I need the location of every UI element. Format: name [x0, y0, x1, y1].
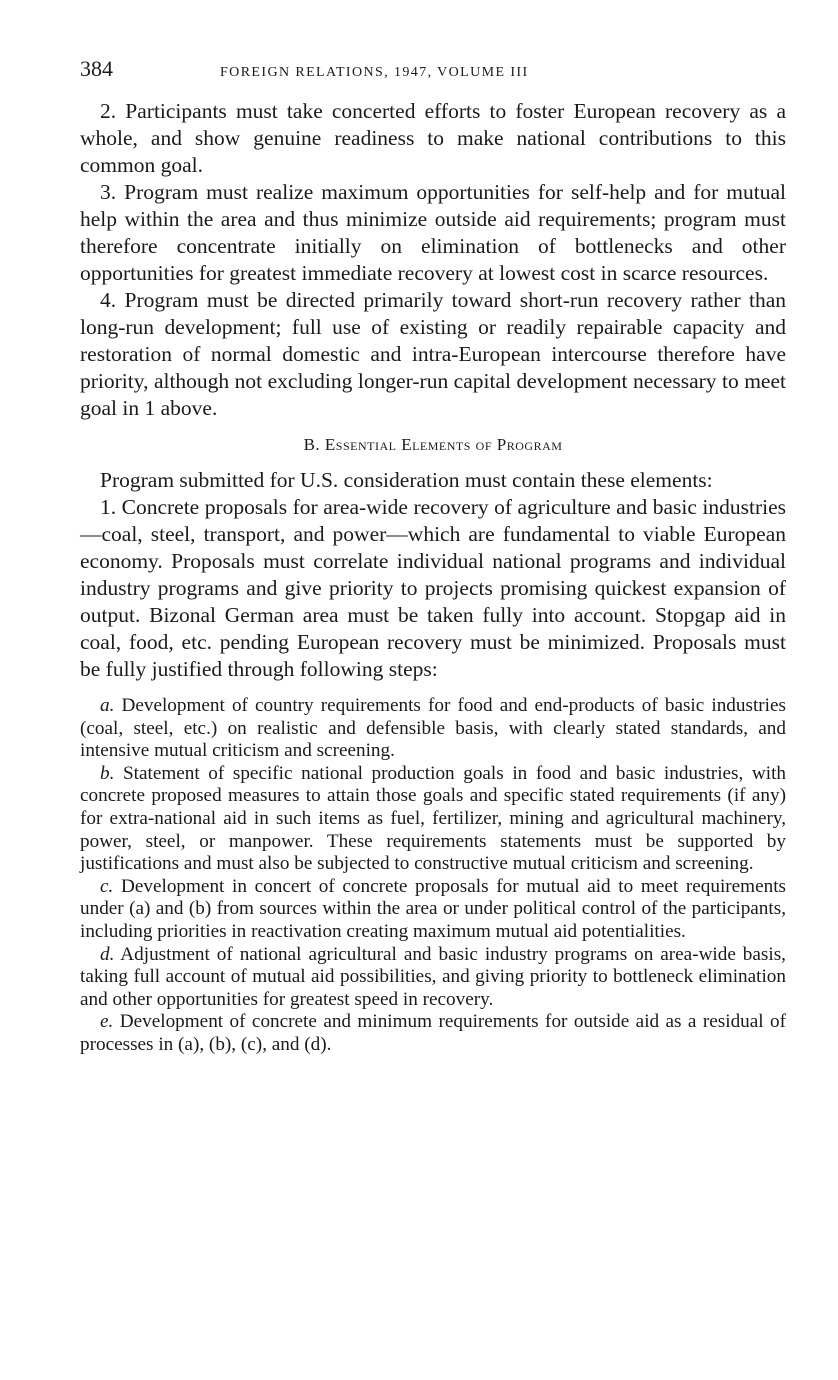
step-d [80, 944, 786, 1012]
step-text: Development of country requirements for food and end-products of basic industries (coal, steel, etc.) on realistic and defensible basis, with clearly stated standards, and intensive mutual criticism and screening. [80, 695, 786, 762]
page-number: 384 [80, 56, 113, 81]
step-label: d. [100, 943, 115, 965]
step-a [80, 695, 786, 763]
step-c [80, 876, 786, 944]
running-head: FOREIGN RELATIONS, 1947, VOLUME III [220, 65, 529, 80]
step-text: Development of concrete and minimum requirements for outside aid as a residual of processes in (a), (b), (c), and (d). [80, 1011, 787, 1055]
step-text: Development in concert of concrete proposals for mutual aid to meet requirements under (a) and (b) from sources within the area or under political control of the participants, including priorities in reactivation creating maximum mutual aid potentialities. [80, 875, 787, 942]
page-header [80, 56, 786, 86]
step-label: c. [100, 875, 114, 897]
step-label: e. [100, 1011, 114, 1033]
paragraph-intro: Program submitted for U.S. consideration must contain these elements: [100, 468, 713, 492]
step-label: b. [100, 762, 115, 784]
step-label: a. [100, 695, 115, 716]
step-e [80, 1011, 786, 1056]
steps-list [80, 695, 786, 1057]
paragraph-point-1: 1. Concrete proposals for area-wide recovery of agriculture and basic industries—coal, steel, transport, and power—which are fundamental to viable European economy. Proposals must correlate individual national programs and individual industry programs and give priority to projects promising quickest expansion of output. Bizonal German area must be taken fully into account. Stopgap aid in coal, food, etc. pending European recovery must be minimized. Proposals must be fully justified through following steps: [80, 495, 786, 681]
document-page [80, 56, 786, 1057]
section-heading-letter: B. [303, 435, 321, 454]
paragraph-point-2: 2. Participants must take concerted efforts to foster European recovery as a whole, and show genuine readiness to make national contributions to this common goal. [80, 99, 786, 177]
section-heading-title: Essential Elements of Program [324, 435, 563, 454]
step-b [80, 763, 786, 876]
step-text: Adjustment of national agricultural and basic industry programs on area-wide basis, taking full account of mutual aid possibilities, and giving priority to bottleneck elimination and other opportunities for greatest speed in recovery. [80, 943, 786, 1010]
body-text [80, 98, 786, 1057]
paragraph-point-4: 4. Program must be directed primarily toward short-run recovery rather than long-run development; full use of existing or readily repairable capacity and restoration of normal domestic and intra-European intercourse therefore have priority, although not excluding longer-run capital development necessary to meet goal in 1 above. [80, 288, 786, 420]
paragraph-point-3: 3. Program must realize maximum opportunities for self-help and for mutual help within the area and thus minimize outside aid requirements; program must therefore concentrate initially on elimination of bottlenecks and other opportunities for greatest immediate recovery at lowest cost in scarce resources. [80, 180, 786, 285]
section-heading [80, 435, 786, 455]
step-text: Statement of specific national production goals in food and basic industries, with concrete proposed measures to attain those goals and specific stated requirements (if any) for extra-national aid in such items as fuel, fertilizer, mining and agricultural machinery, power, steel, or manpower. These requirements statements must be supported by justifications and must also be subjected to constructive mutual criticism and screening. [80, 762, 787, 875]
